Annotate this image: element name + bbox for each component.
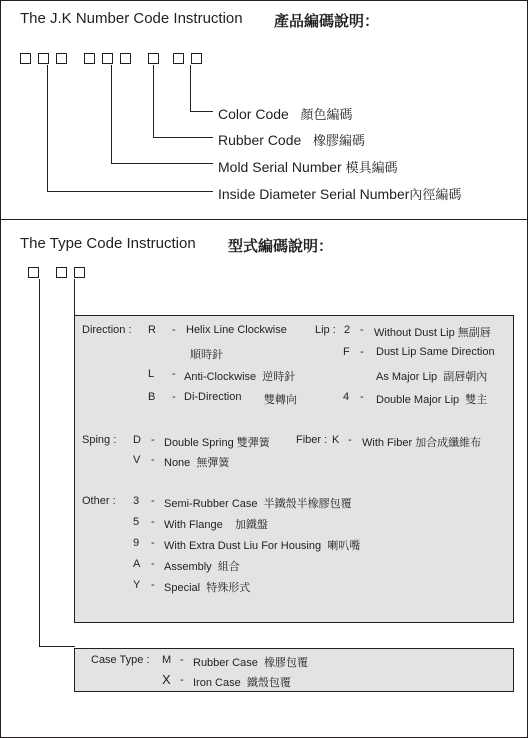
case-code: M [162, 654, 172, 666]
other-code: 3 [133, 495, 140, 507]
dash: - [151, 558, 155, 570]
spring-code: D [133, 434, 141, 446]
direction-code: B [148, 391, 156, 403]
dash: - [360, 391, 364, 403]
lip-text: Double Major Lip 雙主 [376, 394, 488, 406]
lip-code: F [343, 346, 350, 358]
direction-text: Helix Line Clockwise [186, 324, 287, 336]
other-label: Other : [82, 495, 116, 507]
fiber-label: Fiber : [296, 434, 328, 446]
type-title: The Type Code Instruction [20, 235, 196, 252]
direction-code: R [148, 324, 156, 336]
jk-item-diameter: Inside Diameter Serial Number內徑編碼 [218, 186, 462, 202]
direction-text: Anti-Clockwise 逆時針 [184, 371, 296, 383]
dash: - [151, 434, 155, 446]
direction-zh: 順時針 [190, 349, 223, 361]
direction-zh: 雙轉向 [264, 394, 297, 406]
dash: - [151, 495, 155, 507]
dash: - [172, 368, 176, 380]
dash: - [348, 434, 352, 446]
fiber-code: K [332, 434, 340, 446]
jk-title: The J.K Number Code Instruction [20, 10, 243, 27]
fiber-text: With Fiber 加合成纖維布 [362, 437, 482, 449]
dash: - [172, 391, 176, 403]
direction-text: Di-Direction [184, 391, 242, 403]
jk-item-mold: Mold Serial Number 模具編碼 [218, 159, 398, 175]
case-label: Case Type : [91, 654, 150, 666]
spring-label: Sping : [82, 434, 117, 446]
other-code: 5 [133, 516, 140, 528]
jk-item-rubber: Rubber Code 橡膠編碼 [218, 132, 365, 148]
dash: - [172, 324, 176, 336]
lip-code: 4 [343, 391, 350, 403]
spring-code: V [133, 454, 141, 466]
direction-label: Direction : [82, 324, 132, 336]
code-box [56, 267, 67, 278]
lip-text: Without Dust Lip 無副唇 [374, 327, 491, 339]
lip-text: Dust Lip Same Direction [376, 346, 495, 358]
spring-text: Double Spring 雙彈簧 [164, 437, 270, 449]
spring-text: None 無彈簧 [164, 457, 230, 469]
type-title-zh: 型式編碼說明： [228, 238, 334, 255]
other-text: Special 特殊形式 [164, 582, 251, 594]
other-text: Semi-Rubber Case 半鐵殼半橡膠包覆 [164, 498, 352, 510]
other-text: Assembly 組合 [164, 561, 240, 573]
dash: - [151, 516, 155, 528]
lip-label: Lip : [315, 324, 336, 336]
type-code-panel [74, 315, 514, 623]
code-box [74, 267, 85, 278]
dash: - [360, 324, 364, 336]
dash: - [180, 654, 184, 666]
case-text: Iron Case 鐵殼包覆 [193, 677, 291, 689]
jk-title-zh: 產品編碼說明： [274, 13, 380, 30]
dash: - [151, 579, 155, 591]
other-text: With Flange 加鐵盤 [164, 519, 268, 531]
direction-code: L [148, 368, 155, 380]
lip-code: 2 [344, 324, 351, 336]
other-text: With Extra Dust Liu For Housing 喇叭嘴 [164, 540, 361, 552]
dash: - [180, 674, 184, 686]
case-text: Rubber Case 橡膠包覆 [193, 657, 308, 669]
case-code: X [162, 672, 171, 687]
jk-item-color: Color Code 顏色編碼 [218, 106, 353, 122]
dash: - [151, 537, 155, 549]
dash: - [151, 454, 155, 466]
other-code: A [133, 558, 141, 570]
lip-text-cont: As Major Lip 副唇朝內 [376, 371, 488, 383]
other-code: Y [133, 579, 141, 591]
dash: - [360, 346, 364, 358]
code-box [28, 267, 39, 278]
other-code: 9 [133, 537, 140, 549]
